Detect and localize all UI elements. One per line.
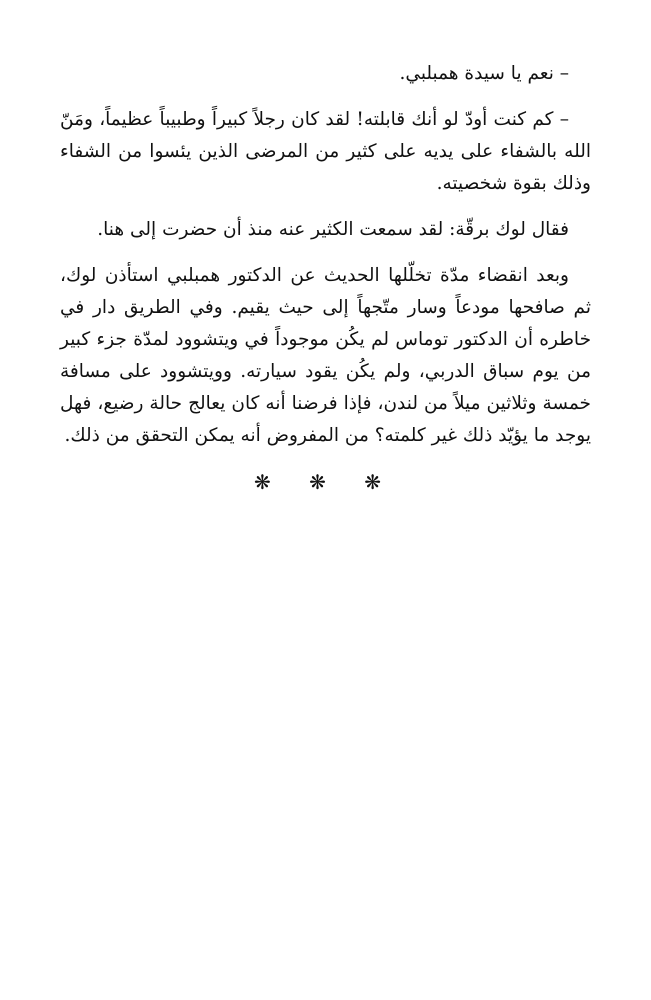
dialogue-paragraph-2: – كم كنت أودّ لو أنك قابلته! لقد كان رجلاً كبيراً وطبيباً عظيماً، ومَنّ الله بالشفاء على يديه على كثير من المرضى الذين يئسوا من الشفاء وذلك بقوة شخصيته.	[60, 109, 591, 194]
book-page	[60, 58, 591, 498]
narration-paragraph-1: فقال لوك برقّة: لقد سمعت الكثير عنه منذ أن حضرت إلى هنا.	[97, 219, 569, 240]
narration-paragraph-2: وبعد انقضاء مدّة تخلّلها الحديث عن الدكتور همبلبي استأذن لوك، ثم صافحها مودعاً وسار متّجهاً إلى حيث يقيم. وفي الطريق دار في خاطره أن الدكتور توماس لم يكُن موجوداً في ويتشوود لمدّة جزء كبير من يوم سباق الدربي، ولم يكُن يقود سيارته. وويتشوود على مسافة خمسة وثلاثين ميلاً من لندن، فإذا فرضنا أنه كان يعالج حالة رضيع، فهل يوجد ما يؤيّد ذلك غير كلمته؟ من المفروض أنه يمكن التحقق من ذلك.	[60, 265, 591, 446]
dialogue-paragraph-1: – نعم يا سيدة همبلبي.	[399, 63, 569, 84]
section-separator: ❋ ❋ ❋	[254, 470, 397, 494]
